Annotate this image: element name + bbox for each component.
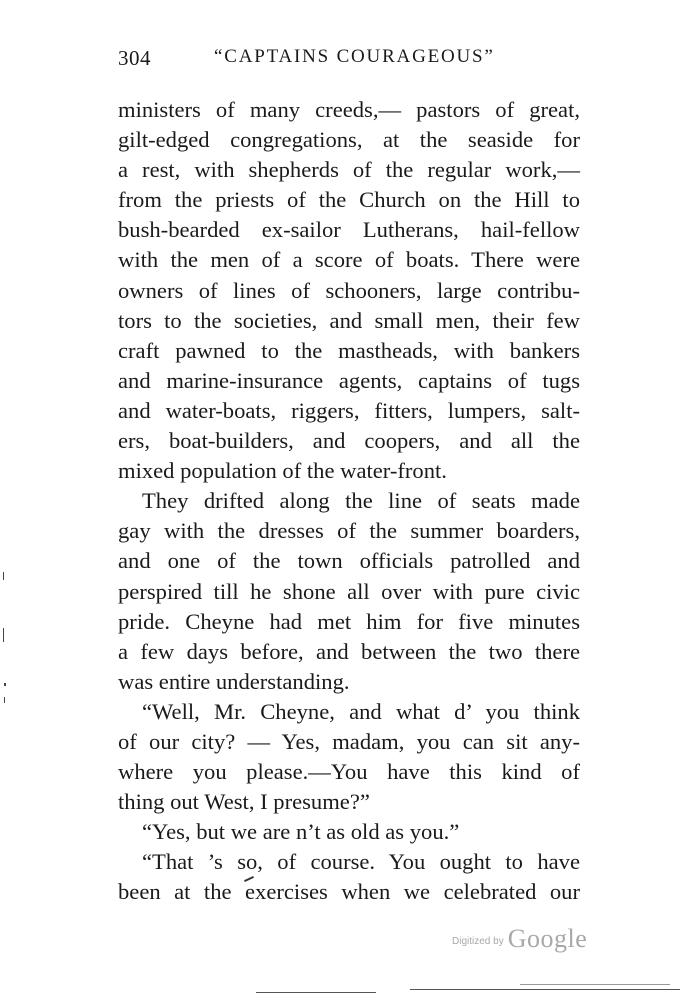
margin-scan-mark	[4, 697, 5, 703]
text-line: ers, boat-builders, and coopers, and all the	[118, 428, 580, 454]
text-line: from the priests of the Church on the Hill to	[118, 187, 580, 213]
text-line: and one of the town officials patrolled and	[118, 548, 580, 574]
margin-scan-mark	[4, 683, 6, 686]
text-line: a few days before, and between the two there	[118, 638, 580, 664]
text-line: thing out West, I presume?”	[118, 789, 370, 815]
text-line: been at the exercises when we celebrated our	[118, 879, 580, 905]
text-line: They drifted along the line of seats made	[142, 488, 580, 514]
text-line: gilt-edged congregations, at the seaside for	[118, 127, 580, 153]
text-line: owners of lines of schooners, large contribu-	[118, 277, 580, 303]
text-line: “Well, Mr. Cheyne, and what d’ you think	[142, 698, 580, 724]
text-line: tors to the societies, and small men, their few	[118, 307, 580, 333]
text-line: and marine-insurance agents, captains of tugs	[118, 367, 580, 393]
text-line: mixed population of the water-front.	[118, 458, 447, 484]
google-watermark	[452, 924, 587, 958]
text-line: bush-bearded ex-sailor Lutherans, hail-fellow	[118, 217, 580, 243]
text-line: was entire understanding.	[118, 668, 350, 694]
text-line: a rest, with shepherds of the regular work,—	[118, 157, 580, 183]
text-line: perspired till he shone all over with pure civic	[118, 578, 580, 604]
text-line: of our city? — Yes, madam, you can sit any-	[118, 728, 580, 754]
text-line: ministers of many creeds,— pastors of great,	[118, 97, 580, 122]
text-line: pride. Cheyne had met him for five minutes	[118, 608, 580, 634]
running-title: “CAPTAINS COURAGEOUS”	[214, 46, 495, 67]
text-line: where you please.—You have this kind of	[118, 759, 580, 785]
text-line: “Yes, but we are n’t as old as you.”	[142, 819, 460, 845]
body-text	[118, 95, 580, 908]
page-edge-line	[410, 989, 680, 990]
text-line: gay with the dresses of the summer boarders,	[118, 518, 580, 544]
page-edge-line	[256, 992, 376, 993]
page-edge-line	[520, 984, 670, 985]
margin-scan-mark	[3, 628, 4, 642]
text-line: craft pawned to the mastheads, with bankers	[118, 337, 580, 363]
google-logo: Google	[507, 924, 588, 953]
page-number: 304	[118, 46, 151, 70]
digitized-by-label: Digitized by	[452, 936, 504, 947]
text-line: and water-boats, riggers, fitters, lumpers, salt-	[118, 397, 580, 423]
margin-scan-mark	[3, 572, 4, 580]
page-header	[118, 46, 580, 76]
text-line: with the men of a score of boats. There were	[118, 247, 580, 273]
text-line: “That ’s so, of course. You ought to have	[142, 849, 580, 875]
